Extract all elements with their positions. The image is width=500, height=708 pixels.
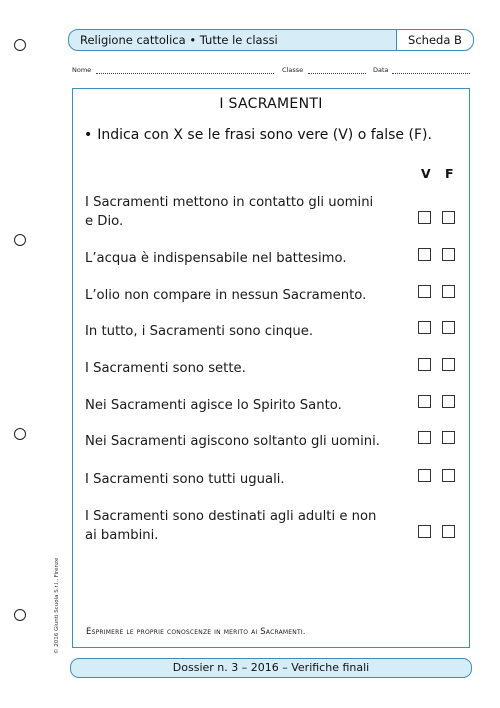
checkbox-f-3[interactable]: [442, 285, 455, 298]
statement-7: Nei Sacramenti agiscono soltanto gli uomini.: [85, 434, 380, 449]
checkbox-f-7[interactable]: [442, 431, 455, 444]
statement-1: I Sacramenti mettono in contatto gli uomini e Dio.: [85, 195, 374, 229]
checkbox-v-4[interactable]: [418, 321, 431, 334]
binder-hole: [14, 609, 26, 621]
statement-3: L’olio non compare in nessun Sacramento.: [85, 288, 367, 303]
dossier-bar: Dossier n. 3 – 2016 – Verifiche finali: [70, 658, 472, 678]
checkbox-v-3[interactable]: [418, 285, 431, 298]
subject-label: Religione cattolica • Tutte le classi: [80, 33, 278, 47]
class-field[interactable]: [308, 73, 366, 74]
instruction-text: Indica con X se le frasi sono vere (V) o false (F).: [97, 127, 432, 143]
binder-hole: [14, 234, 26, 246]
checkbox-f-4[interactable]: [442, 321, 455, 334]
checkbox-v-7[interactable]: [418, 431, 431, 444]
checkbox-v-6[interactable]: [418, 395, 431, 408]
learning-objective: Esprimere le proprie conoscenze in merito ai Sacramenti.: [86, 627, 306, 637]
checkbox-f-2[interactable]: [442, 248, 455, 261]
checkbox-f-6[interactable]: [442, 395, 455, 408]
header-bar: [68, 29, 474, 51]
bullet-icon: •: [84, 127, 93, 143]
scheda-label: Scheda B: [396, 30, 473, 50]
statement-6: Nei Sacramenti agisce lo Spirito Santo.: [85, 398, 342, 413]
column-v-label: V: [421, 166, 431, 181]
student-info-row: [70, 66, 470, 78]
statement-2: L’acqua è indispensabile nel battesimo.: [85, 251, 347, 266]
checkbox-v-8[interactable]: [418, 469, 431, 482]
instruction: [84, 127, 432, 143]
date-field[interactable]: [392, 73, 470, 74]
statement-4: In tutto, i Sacramenti sono cinque.: [85, 324, 314, 339]
column-f-label: F: [445, 166, 454, 181]
date-label: Data: [373, 66, 389, 74]
checkbox-f-5[interactable]: [442, 358, 455, 371]
checkbox-f-8[interactable]: [442, 469, 455, 482]
statement-8: I Sacramenti sono tutti uguali.: [85, 472, 285, 487]
copyright-text: © 2016 Giunti Scuola S.r.l., Firenze: [54, 557, 60, 654]
checkbox-v-9[interactable]: [418, 525, 431, 538]
checkbox-f-1[interactable]: [442, 211, 455, 224]
name-label: Nome: [72, 66, 92, 74]
class-label: Classe: [282, 66, 304, 74]
checkbox-v-2[interactable]: [418, 248, 431, 261]
binder-hole: [14, 39, 26, 51]
name-field[interactable]: [96, 73, 274, 74]
binder-hole: [14, 428, 26, 440]
checkbox-v-5[interactable]: [418, 358, 431, 371]
checkbox-f-9[interactable]: [442, 525, 455, 538]
checkbox-v-1[interactable]: [418, 211, 431, 224]
statement-9: I Sacramenti sono destinati agli adulti e non ai bambini.: [85, 509, 377, 543]
page-title: I SACRAMENTI: [219, 96, 323, 112]
statement-5: I Sacramenti sono sette.: [85, 361, 246, 376]
